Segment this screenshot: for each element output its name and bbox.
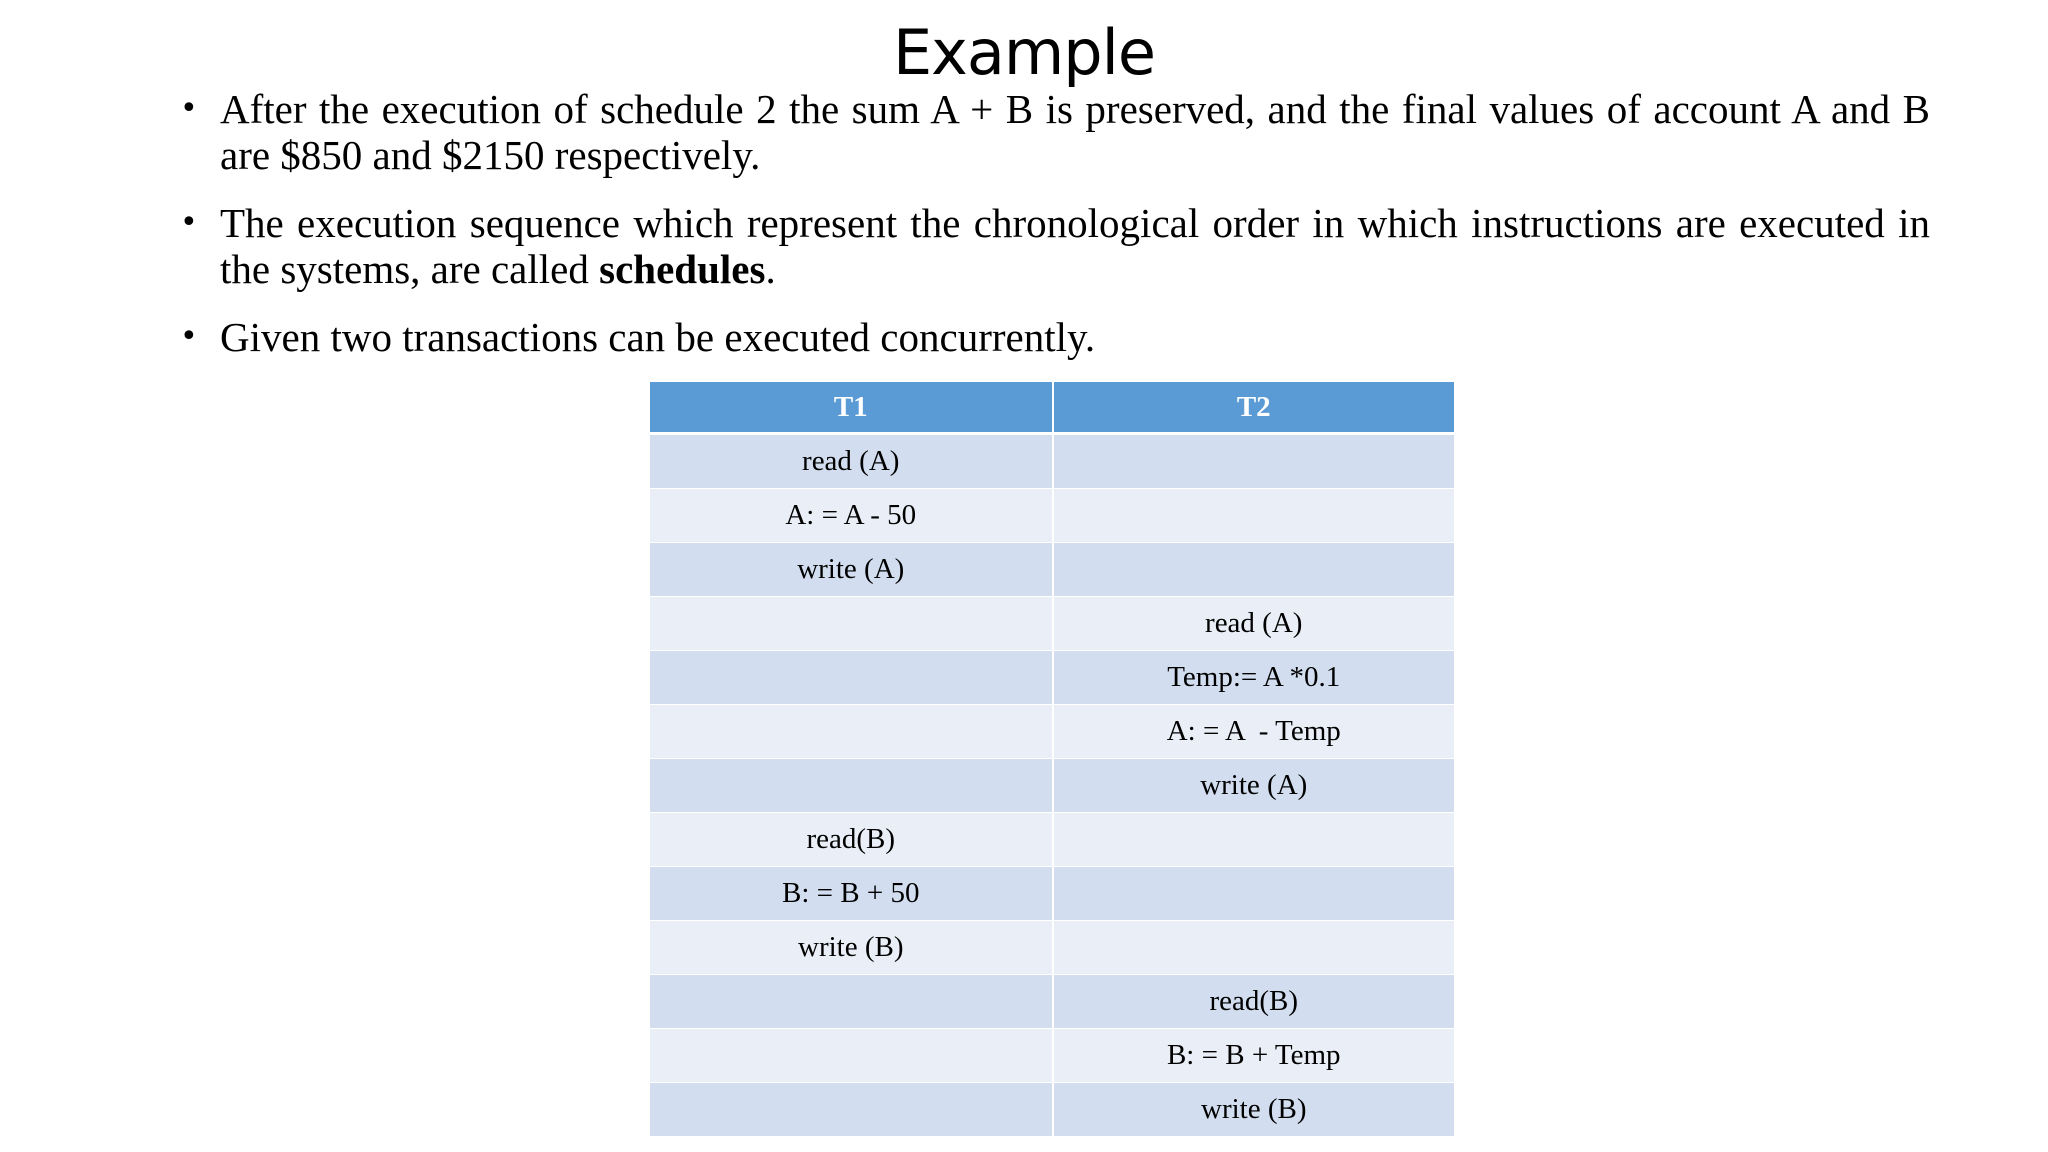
cell-t2: B: = B + Temp [1053, 1029, 1456, 1083]
cell-t1 [650, 651, 1053, 705]
cell-t1 [650, 759, 1053, 813]
table-row [650, 434, 1455, 489]
cell-t1 [650, 975, 1053, 1029]
table-row [650, 1083, 1455, 1137]
table-row [650, 759, 1455, 813]
table-row [650, 813, 1455, 867]
table-row [650, 975, 1455, 1029]
bullet-text: Given two transactions can be executed concurrently. [220, 314, 1096, 360]
cell-t2 [1053, 543, 1456, 597]
table-row [650, 597, 1455, 651]
bullet-text: After the execution of schedule 2 the sum A + B is preserved, and the final values of account A and B are $850 and $2150 respectively. [220, 86, 1930, 178]
cell-t2 [1053, 921, 1456, 975]
slide-title: Example [893, 16, 1155, 89]
cell-t1 [650, 1083, 1053, 1137]
bullet-item [170, 200, 1930, 292]
bullet-dot-icon: • [180, 91, 198, 126]
cell-t2: read (A) [1053, 597, 1456, 651]
cell-t1: read(B) [650, 813, 1053, 867]
cell-t1 [650, 705, 1053, 759]
cell-t1: A: = A - 50 [650, 489, 1053, 543]
bullet-text-suffix: . [765, 246, 776, 292]
cell-t2 [1053, 489, 1456, 543]
cell-t2 [1053, 813, 1456, 867]
table-row [650, 489, 1455, 543]
bullet-bold-term: schedules [599, 246, 766, 292]
header-t2: T2 [1053, 382, 1456, 434]
table-row [650, 1029, 1455, 1083]
cell-t1: read (A) [650, 434, 1053, 489]
schedule-table [650, 382, 1456, 1137]
table-row [650, 921, 1455, 975]
bullet-text: The execution sequence which represent the chronological order in which instructions are executed in the systems, are called [220, 200, 1930, 292]
cell-t2: write (A) [1053, 759, 1456, 813]
table-row [650, 651, 1455, 705]
table-header-row [650, 382, 1455, 434]
cell-t2: read(B) [1053, 975, 1456, 1029]
table-row [650, 543, 1455, 597]
cell-t1 [650, 1029, 1053, 1083]
cell-t2 [1053, 867, 1456, 921]
bullet-dot-icon: • [180, 205, 198, 240]
bullet-list [170, 86, 1930, 382]
cell-t1: write (A) [650, 543, 1053, 597]
bullet-item [170, 314, 1930, 360]
cell-t2: Temp:= A *0.1 [1053, 651, 1456, 705]
bullet-item [170, 86, 1930, 178]
cell-t2: A: = A - Temp [1053, 705, 1456, 759]
cell-t1: write (B) [650, 921, 1053, 975]
cell-t1 [650, 597, 1053, 651]
header-t1: T1 [650, 382, 1053, 434]
cell-t1: B: = B + 50 [650, 867, 1053, 921]
table-row [650, 705, 1455, 759]
cell-t2: write (B) [1053, 1083, 1456, 1137]
table-row [650, 867, 1455, 921]
cell-t2 [1053, 434, 1456, 489]
bullet-dot-icon: • [180, 319, 198, 354]
